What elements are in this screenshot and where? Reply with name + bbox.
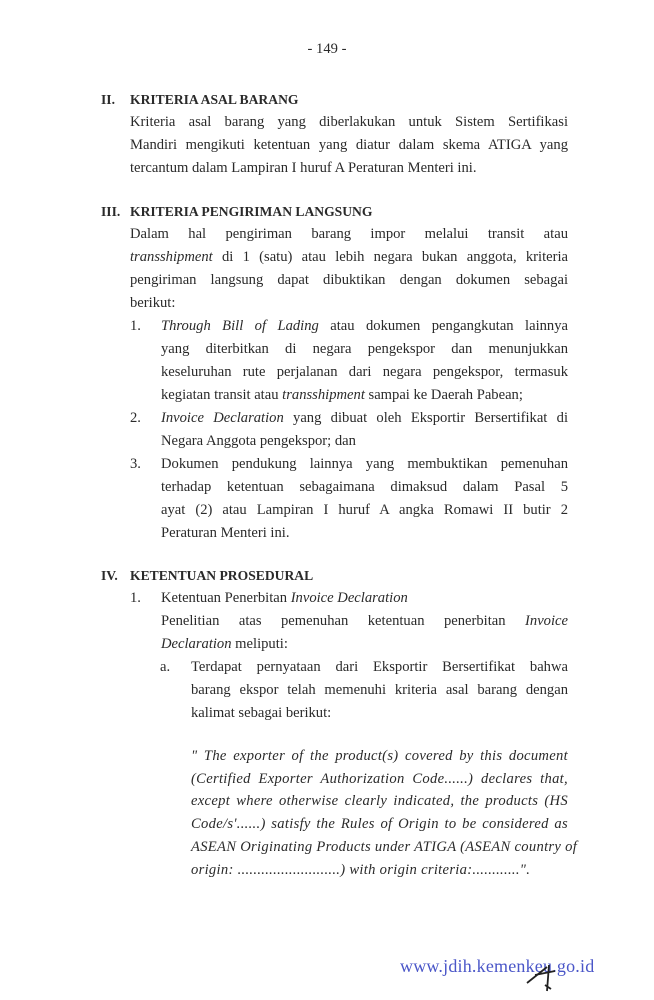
text-line bbox=[130, 269, 568, 292]
text-segment: yang diterbitkan di negara pengekspor dan menunjukkan bbox=[161, 341, 568, 357]
italic-text: ASEAN Originating Products under ATIGA (ASEAN country of bbox=[191, 838, 578, 855]
text-line bbox=[161, 338, 568, 361]
text-segment: Penelitian atas pemenuhan ketentuan penerbitan bbox=[161, 613, 526, 629]
list-number: 1. bbox=[130, 590, 141, 606]
text-segment: barang ekspor telah memenuhi kriteria asal barang dengan bbox=[191, 682, 568, 698]
text-line bbox=[191, 745, 568, 768]
footer-url-link[interactable]: www.jdih.kemenkeu.go.id bbox=[400, 956, 595, 976]
text-line bbox=[191, 813, 568, 836]
text-segment: Dalam hal pengiriman barang impor melalui transit atau bbox=[130, 226, 568, 242]
list-number: 3. bbox=[130, 456, 141, 472]
list-number: 2. bbox=[130, 410, 141, 426]
section-number: III. bbox=[101, 204, 121, 219]
text-segment: pengiriman langsung dapat dibuktikan dengan dokumen sebagai bbox=[130, 272, 568, 288]
text-segment: Negara Anggota pengekspor; dan bbox=[161, 433, 356, 449]
italic-text: (Certified Exporter Authorization Code......) declares that, bbox=[191, 770, 568, 787]
text-segment: Terdapat pernyataan dari Eksportir Bersertifikat bahwa bbox=[191, 659, 568, 675]
italic-text: except where otherwise clearly indicated, the products (HS bbox=[191, 793, 568, 810]
text-segment: ayat (2) atau Lampiran I huruf A angka Romawi II butir 2 bbox=[161, 502, 568, 518]
list-number: a. bbox=[160, 659, 171, 675]
handwritten-paraf-icon bbox=[525, 955, 565, 995]
text-line bbox=[161, 587, 568, 610]
text-line bbox=[130, 292, 568, 315]
text-segment: berikut: bbox=[130, 295, 176, 311]
section-number: IV. bbox=[101, 568, 118, 583]
text-segment: Ketentuan Penerbitan bbox=[161, 590, 291, 606]
text-segment: keseluruhan rute perjalanan dari negara pengekspor, termasuk bbox=[161, 364, 568, 380]
section-heading: KRITERIA PENGIRIMAN LANGSUNG bbox=[130, 204, 373, 219]
section-number: II. bbox=[101, 92, 115, 107]
italic-text: " The exporter of the product(s) covered by this document bbox=[191, 748, 568, 764]
italic-text: Invoice Declaration bbox=[161, 410, 284, 426]
list-number: 1. bbox=[130, 318, 141, 334]
text-line bbox=[161, 453, 568, 476]
text-line bbox=[161, 522, 568, 545]
text-segment: atau dokumen pengangkutan lainnya bbox=[318, 318, 568, 334]
text-line bbox=[161, 384, 568, 407]
text-line bbox=[191, 702, 568, 725]
text-line bbox=[130, 111, 568, 134]
text-segment: Dokumen pendukung lainnya yang membuktikan pemenuhan bbox=[161, 456, 568, 472]
text-segment: tercantum dalam Lampiran I huruf A Peraturan Menteri ini. bbox=[130, 160, 477, 176]
italic-text: Code/s'......) satisfy the Rules of Origin to be considered as bbox=[191, 816, 568, 833]
text-segment: di 1 (satu) atau lebih negara bukan anggota, kriteria bbox=[212, 249, 568, 265]
text-line bbox=[191, 836, 578, 859]
italic-text: Through Bill of Lading bbox=[161, 318, 319, 334]
italic-text: Declaration bbox=[161, 636, 232, 652]
text-line bbox=[130, 246, 568, 269]
text-line bbox=[161, 407, 568, 430]
section-heading: KRITERIA ASAL BARANG bbox=[130, 92, 299, 107]
text-line bbox=[161, 315, 568, 338]
text-segment: yang dibuat oleh Eksportir Bersertifikat di bbox=[283, 410, 568, 426]
text-segment: Mandiri mengikuti ketentuan yang diatur dalam skema ATIGA yang bbox=[130, 137, 568, 153]
text-line bbox=[130, 223, 568, 246]
text-segment: kegiatan transit atau bbox=[161, 387, 283, 403]
text-line bbox=[191, 679, 568, 702]
page-number: - 149 - bbox=[307, 41, 347, 57]
italic-text: transshipment bbox=[282, 387, 365, 403]
section-heading: KETENTUAN PROSEDURAL bbox=[130, 568, 314, 583]
text-line bbox=[161, 361, 568, 384]
text-segment: sampai ke Daerah Pabean; bbox=[364, 387, 523, 403]
text-line bbox=[130, 134, 568, 157]
text-line bbox=[161, 476, 568, 499]
text-segment: terhadap ketentuan sebagaimana dimaksud dalam Pasal 5 bbox=[161, 479, 568, 495]
text-line bbox=[161, 499, 568, 522]
text-line bbox=[161, 610, 568, 633]
italic-text: origin: ..........................) with origin criteria:............". bbox=[191, 861, 531, 878]
text-line bbox=[191, 859, 568, 882]
text-line bbox=[161, 430, 568, 453]
text-line bbox=[130, 157, 568, 180]
italic-text: Invoice bbox=[525, 613, 568, 629]
text-line bbox=[191, 656, 568, 679]
text-segment: meliputi: bbox=[231, 636, 288, 652]
text-segment: Peraturan Menteri ini. bbox=[161, 525, 290, 541]
text-segment: kalimat sebagai berikut: bbox=[191, 705, 332, 721]
text-line bbox=[191, 768, 568, 791]
text-line bbox=[161, 633, 568, 656]
italic-text: Invoice Declaration bbox=[290, 590, 408, 606]
text-line bbox=[191, 790, 568, 813]
text-segment: Kriteria asal barang yang diberlakukan untuk Sistem Sertifikasi bbox=[130, 114, 568, 130]
italic-text: transshipment bbox=[130, 249, 213, 265]
